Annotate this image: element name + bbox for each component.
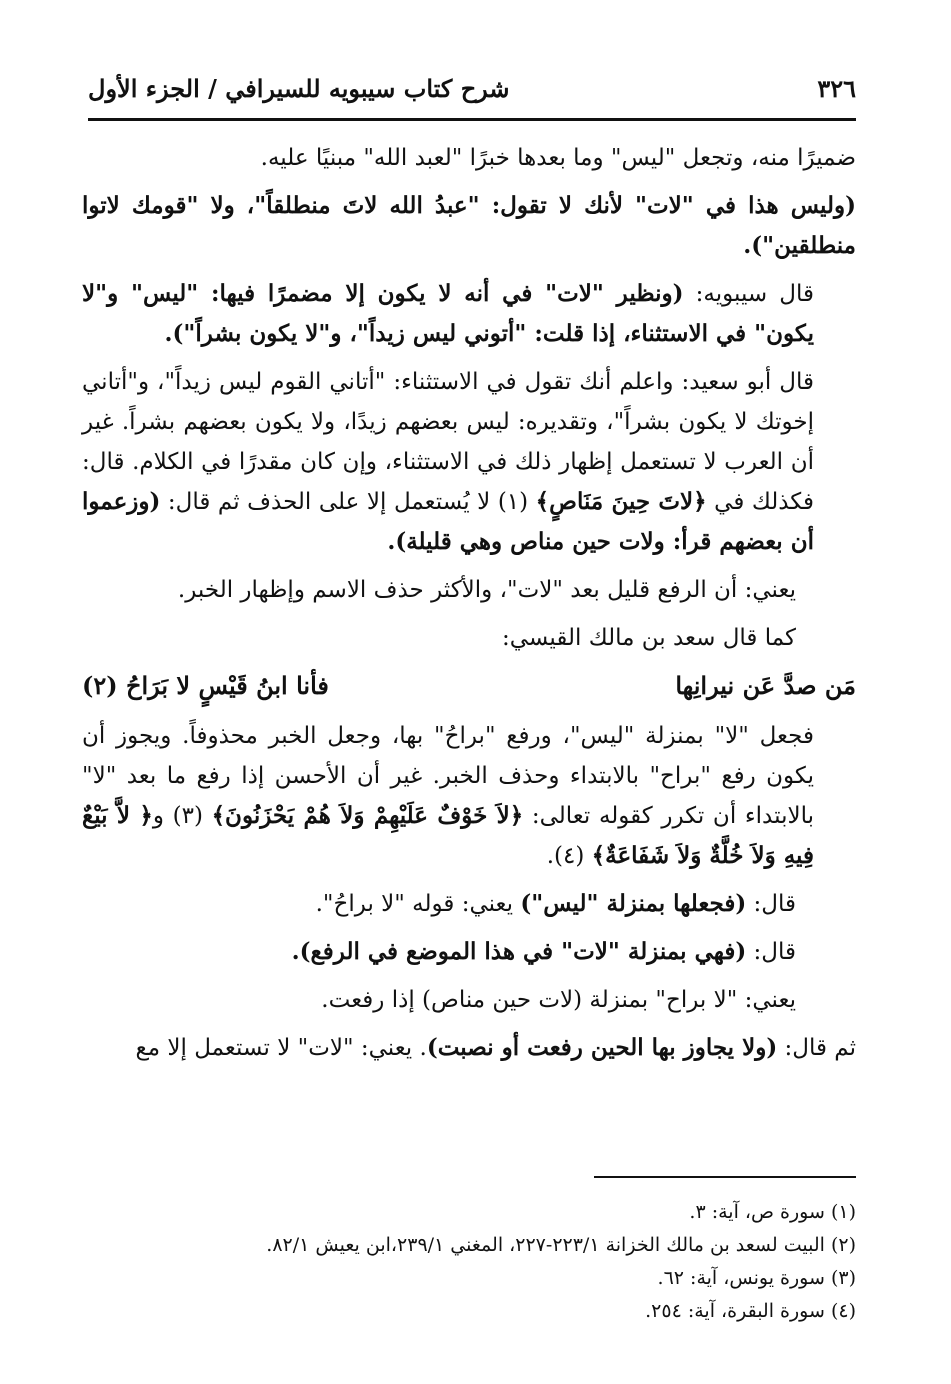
- quran-citation: ﴿لاتَ حِينَ مَنَاصٍ﴾: [535, 488, 707, 515]
- footnote-1: (١) سورة ص، آية: ٣.: [689, 1201, 856, 1223]
- conjunction: و: [152, 803, 164, 829]
- paragraph-8: [82, 884, 856, 924]
- page-header: [88, 68, 856, 108]
- paragraph-7: [82, 716, 856, 876]
- speaker-label: ثم قال:: [777, 1035, 856, 1061]
- commentary-text: فجعل "لا" بمنزلة "ليس"، ورفع "براحُ" بها، وجعل الخبر محذوفاً. ويجوز أن يكون رفع "براح" بالابتداء وحذف الخبر. غير أن الأحسن إذا رفع ما بعد "لا" بالابتداء أن تكرر كقوله تعالى:: [82, 723, 814, 829]
- speaker-label: قال:: [746, 939, 796, 965]
- paragraph-6: كما قال سعد بن مالك القيسي:: [501, 625, 796, 651]
- footnote-3: (٣) سورة يونس، آية: ٦٢.: [657, 1267, 856, 1289]
- commentary-text: يعني: قوله "لا براحُ".: [315, 891, 521, 917]
- paragraph-4: [82, 362, 856, 562]
- quoted-text: (ولا يجاوز بها الحين رفعت أو نصبت): [426, 1034, 778, 1061]
- main-text: [82, 138, 856, 1076]
- paragraph-3: [82, 274, 856, 354]
- footnote-4: (٤) سورة البقرة، آية: ٢٥٤.: [645, 1300, 856, 1322]
- poetry-verse: [82, 666, 856, 706]
- footnote-ref-4: (٤).: [546, 843, 592, 869]
- header-rule: [88, 118, 856, 121]
- paragraph-5: يعني: أن الرفع قليل بعد "لات"، والأكثر حذف الاسم وإظهار الخبر.: [177, 577, 796, 603]
- footnote-ref-3: (٣): [163, 803, 212, 829]
- commentary-text: لا يُستعمل إلا على الحذف ثم قال:: [160, 489, 491, 515]
- page-number: ٣٢٦: [817, 73, 856, 103]
- speaker-label: قال سيبويه:: [683, 281, 815, 307]
- quran-citation: ﴿لاَ خَوْفٌ عَلَيْهِمْ وَلاَ هُمْ يَحْزَنُونَ﴾: [211, 802, 524, 829]
- commentary-text: . يعني: "لات" لا تستعمل إلا مع: [135, 1035, 427, 1061]
- speaker-label: قال:: [746, 891, 796, 917]
- verse-second-hemistich: فأنا ابنُ قَيْسٍ لا بَرَاحُ (٢): [82, 671, 329, 700]
- quoted-text: (وزعموا أن بعضهم قرأ: ولات حين مناص وهي قليلة).: [82, 488, 814, 555]
- paragraph-1: ضميرًا منه، وتجعل "ليس" وما بعدها خبرًا "لعبد الله" مبنيًا عليه.: [260, 145, 856, 171]
- verse-first-hemistich: مَن صدَّ عَن نيرانِها: [675, 671, 856, 700]
- footnote-rule: [594, 1176, 856, 1178]
- quoted-text: (فهي بمنزلة "لات" في هذا الموضع في الرفع).: [291, 938, 747, 965]
- paragraph-11: [82, 1028, 856, 1068]
- commentary-text: قال أبو سعيد: واعلم أنك تقول في الاستثناء: "أتاني القوم ليس زيداً"، و"أتاني إخوتك لا يكون بشراً"، وتقديره: ليس بعضهم زيدًا، ولا يكون بعضهم بشراً. غير أن العرب لا تستعمل إظهار ذلك في الاستثناء، وإن كان مقدرًا في الكلام. قال: فكذلك في: [82, 369, 815, 515]
- quoted-text: (فجعلها بمنزلة "ليس"): [520, 890, 747, 917]
- quran-citation: ﴿ لاَّ بَيْعٌ فِيهِ وَلاَ خُلَّةٌ وَلاَ شَفَاعَةٌ﴾: [82, 802, 814, 869]
- footnote-ref-1: (١): [490, 489, 536, 515]
- running-title: شرح كتاب سيبويه للسيرافي / الجزء الأول: [88, 73, 510, 103]
- quoted-text: (ونظير "لات" في أنه لا يكون إلا مضمرًا فيها: "ليس" و"لا يكون" في الاستثناء، إذا قلت: "أتوني ليس زيداً"، و"لا يكون بشراً").: [82, 280, 814, 347]
- paragraph-2: (وليس هذا في "لات" لأنك لا تقول: "عبدُ الله لاتَ منطلقاً"، ولا "قومك لاتوا منطلقين").: [82, 192, 856, 259]
- paragraph-9: [82, 932, 856, 972]
- footnote-2: (٢) البيت لسعد بن مالك الخزانة ٢٢٣/١-٢٢٧، المغني ٢٣٩/١،ابن يعيش ٨٢/١.: [266, 1234, 856, 1256]
- paragraph-10: يعني: "لا براح" بمنزلة (لات حين مناص) إذا رفعت.: [321, 987, 796, 1013]
- footnotes: [150, 1196, 856, 1328]
